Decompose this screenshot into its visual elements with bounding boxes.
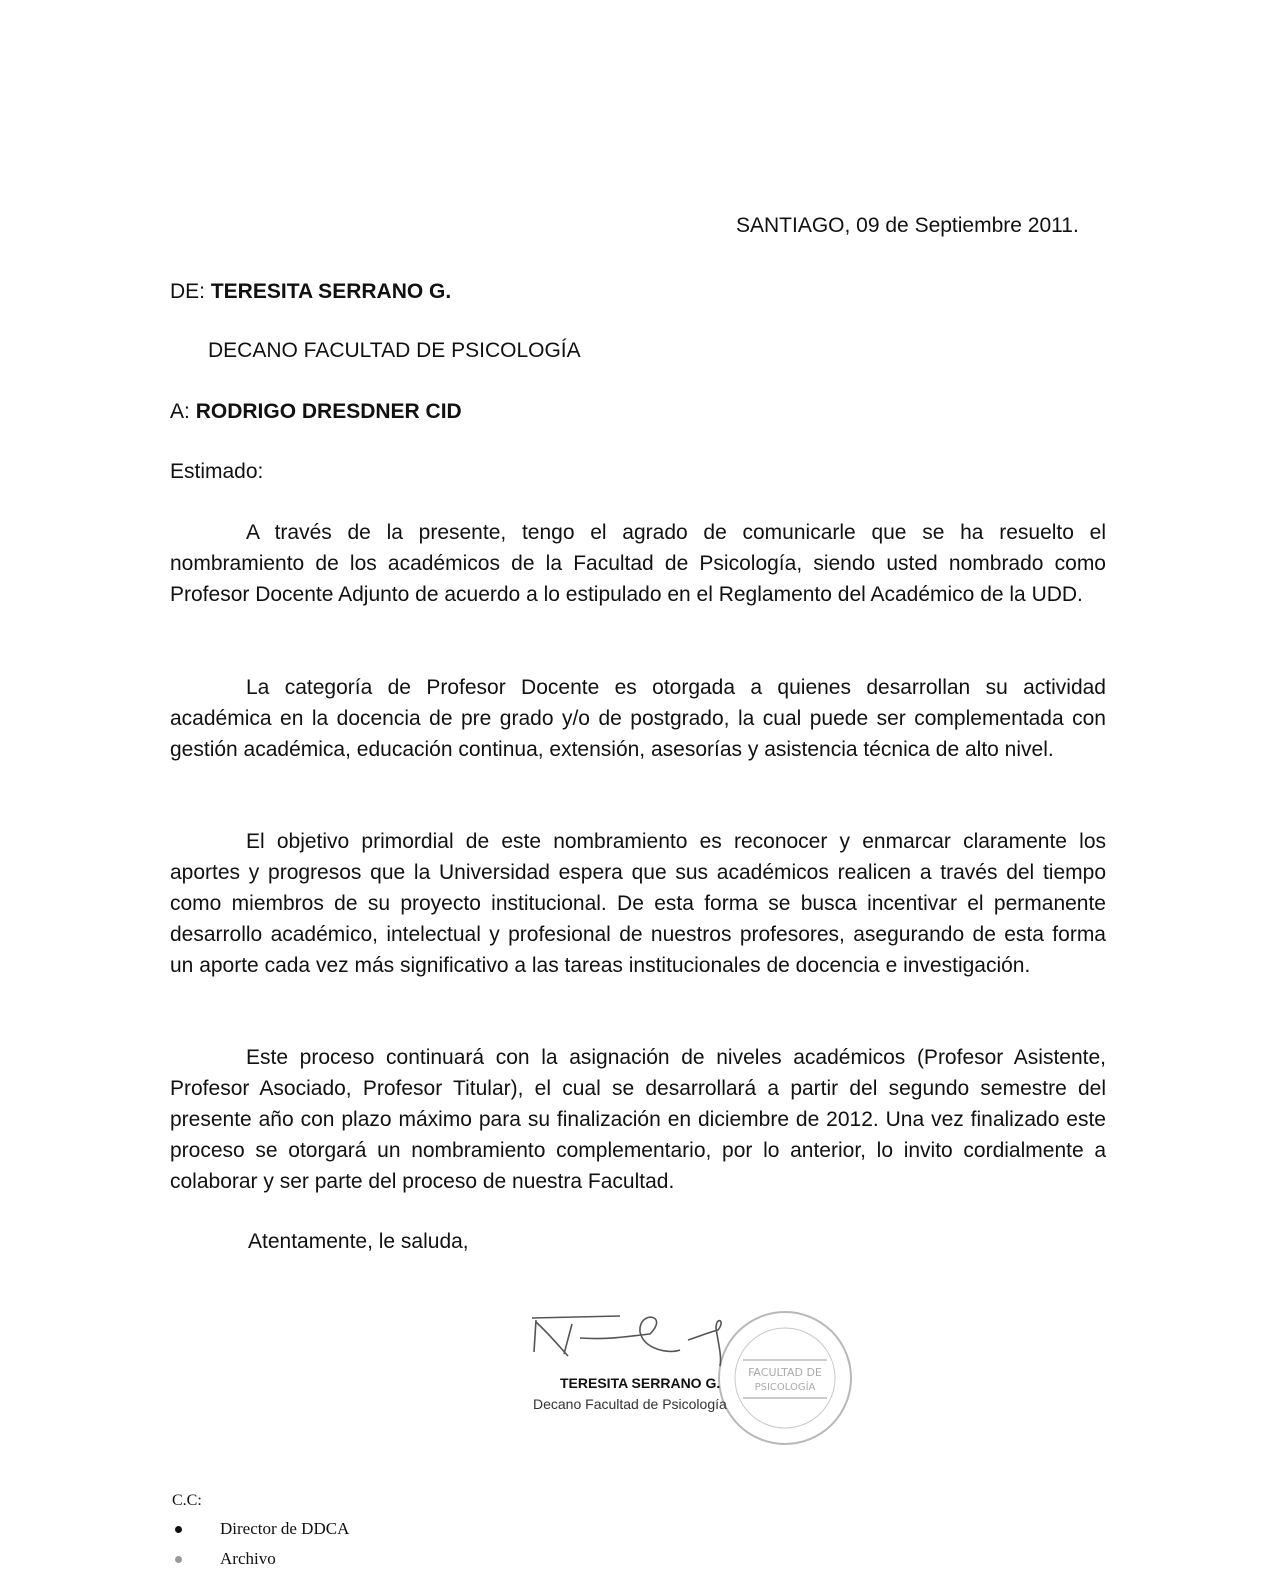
sender-name: TERESITA SERRANO G. [210,280,452,303]
cc-label: C.C: [172,1492,202,1509]
body-paragraph-1: A través de la presente, tengo el agrado de comunicarle que se ha resuelto el nombramiento de los académicos de la Facultad de Psicología, siendo usted nombrado como Profesor Docente Adjunto de acuerdo a lo estipulado en el Reglamento del Académico de la UDD. [170,521,1106,606]
sender-role: DECANO FACULTAD DE PSICOLOGÍA [208,339,581,362]
stamp-text-2: PSICOLOGÍA [754,1382,816,1393]
body-paragraph-3: El objetivo primordial de este nombramiento es reconocer y enmarcar claramente los aportes y progresos que la Universidad espera que sus académicos realicen a través del tiempo como miembros de su proyecto institucional. De esta forma se busca incentivar el permanente desarrollo académico, intelectual y profesional de nuestros profesores, asegurando de esta forma un aporte cada vez más significativo a las tareas institucionales de docencia e investigación. [170,830,1106,977]
recipient-label: A: [170,400,196,423]
stamp-text-1: FACULTAD DE [748,1366,822,1379]
cc-list [172,1514,349,1574]
bullet-icon [175,1556,182,1563]
sender-label: DE: [170,280,211,303]
recipient-line [170,400,462,424]
body-paragraph-4: Este proceso continuará con la asignación de niveles académicos (Profesor Asistente, Profesor Asociado, Profesor Titular), el cual se desarrollará a partir del segundo semestre del presente año con plazo máximo para su finalización en diciembre de 2012. Una vez finalizado este proceso se otorgará un nombramiento complementario, por lo anterior, lo invito cordialmente a colaborar y ser parte del proceso de nuestra Facultad. [170,1046,1106,1193]
sender-line [170,280,451,304]
recipient-name: RODRIGO DRESDNER CID [195,400,462,423]
cc-item-label: Director de DDCA [220,1519,350,1538]
closing: Atentamente, le saluda, [248,1230,469,1253]
body-paragraph-2: La categoría de Profesor Docente es otorgada a quienes desarrollan su actividad académica en la docencia de pre grado y/o de postgrado, la cual puede ser complementada con gestión académica, educación continua, extensión, asesorías y asistencia técnica de alto nivel. [170,676,1106,761]
cc-item [172,1514,349,1544]
signatory-title: Decano Facultad de Psicología [533,1396,727,1412]
signatory-name: TERESITA SERRANO G. [560,1375,721,1391]
letter-date: SANTIAGO, 09 de Septiembre 2011. [736,214,1079,237]
cc-item-label: Archivo [220,1549,276,1568]
greeting: Estimado: [170,460,264,483]
bullet-icon [175,1526,182,1533]
